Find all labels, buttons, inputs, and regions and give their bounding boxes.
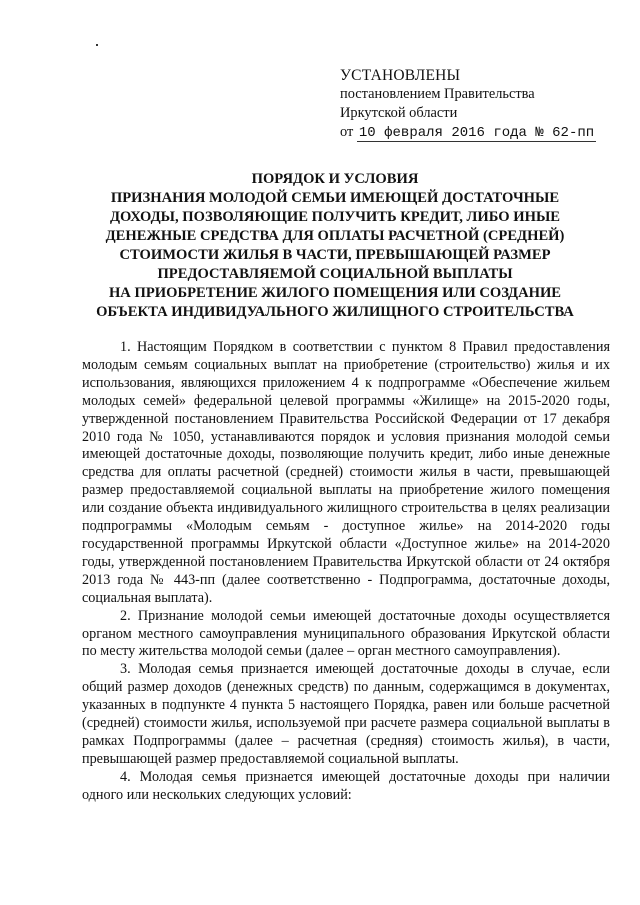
date-value: 10 февраля 2016 года № 62-пп	[358, 125, 595, 141]
title-line: НА ПРИОБРЕТЕНИЕ ЖИЛОГО ПОМЕЩЕНИЯ ИЛИ СОЗДАНИЕ	[108, 285, 562, 301]
approval-line-2: Иркутской области	[340, 105, 458, 121]
paragraph-2: 2. Признание молодой семьи имеющей достаточные доходы осуществляется органом местного самоуправления муниципального образования Иркутской области по месту жительства молодой семьи (далее – орган местного самоуправления).	[82, 607, 610, 660]
title-line: ПОРЯДОК И УСЛОВИЯ	[251, 171, 419, 187]
title-line: СТОИМОСТИ ЖИЛЬЯ В ЧАСТИ, ПРЕВЫШАЮЩЕЙ РАЗМЕР	[119, 247, 551, 263]
title-line: ОБЪЕКТА ИНДИВИДУАЛЬНОГО ЖИЛИЩНОГО СТРОИТЕЛЬСТВА	[96, 304, 574, 320]
date-prefix: от	[340, 124, 354, 140]
title-line: ДОХОДЫ, ПОЗВОЛЯЮЩИЕ ПОЛУЧИТЬ КРЕДИТ, ЛИБО ИНЫЕ	[109, 209, 561, 225]
approval-date-line	[340, 123, 596, 143]
title-line: ПРЕДОСТАВЛЯЕМОЙ СОЦИАЛЬНОЙ ВЫПЛАТЫ	[157, 266, 513, 282]
approval-line-1: постановлением Правительства	[340, 86, 535, 102]
title-line: ПРИЗНАНИЯ МОЛОДОЙ СЕМЬИ ИМЕЮЩЕЙ ДОСТАТОЧНЫЕ	[110, 190, 560, 206]
paragraph-1: 1. Настоящим Порядком в соответствии с пунктом 8 Правил предоставления молодым семьям социальных выплат на приобретение (строительство) жилья и их использования, являющихся приложением 4 к подпрограмме «Обеспечение жильем молодых семей» федеральной целевой программы «Жилище» на 2015-2020 годы, утвержденной постановлением Правительства Российской Федерации от 17 декабря 2010 года № 1050, устанавливаются порядок и условия признания молодой семьи имеющей достаточные доходы, позволяющие получить кредит, либо иные денежные средства для оплаты расчетной (средней) стоимости жилья в части, превышающей размер предоставляемой социальной выплаты на приобретение жилого помещения или создание объекта индивидуального жилищного строительства в целях реализации подпрограммы «Молодым семьям - доступное жилье» на 2014-2020 годы государственной программы Иркутской области «Доступное жилье» на 2014-2020 годы, утвержденной постановлением Правительства Иркутской области от 24 октября 2013 года № 443-пп (далее соответственно - Подпрограмма, достаточные доходы, социальная выплата).	[82, 339, 610, 606]
document-body	[82, 339, 610, 805]
scan-speck	[96, 44, 98, 46]
paragraph-4: 4. Молодая семья признается имеющей достаточные доходы при наличии одного или нескольких следующих условий:	[82, 768, 610, 803]
approval-stamp-block	[340, 66, 596, 143]
approval-title: УСТАНОВЛЕНЫ	[340, 67, 461, 84]
paragraph-3: 3. Молодая семья признается имеющей достаточные доходы в случае, если общий размер доходов (денежных средств) по данным, содержащимся в документах, указанных в подпункте 4 пункта 5 настоящего Порядка, равен или больше расчетной (средней) стоимости жилья, используемой при расчете размера социальной выплаты в рамках Подпрограммы (далее – расчетная (средняя) стоимость жилья), в части, превышающей размер предоставляемой социальной выплаты.	[82, 661, 610, 767]
document-title	[50, 170, 620, 322]
title-line: ДЕНЕЖНЫЕ СРЕДСТВА ДЛЯ ОПЛАТЫ РАСЧЕТНОЙ (СРЕДНЕЙ)	[105, 228, 565, 244]
